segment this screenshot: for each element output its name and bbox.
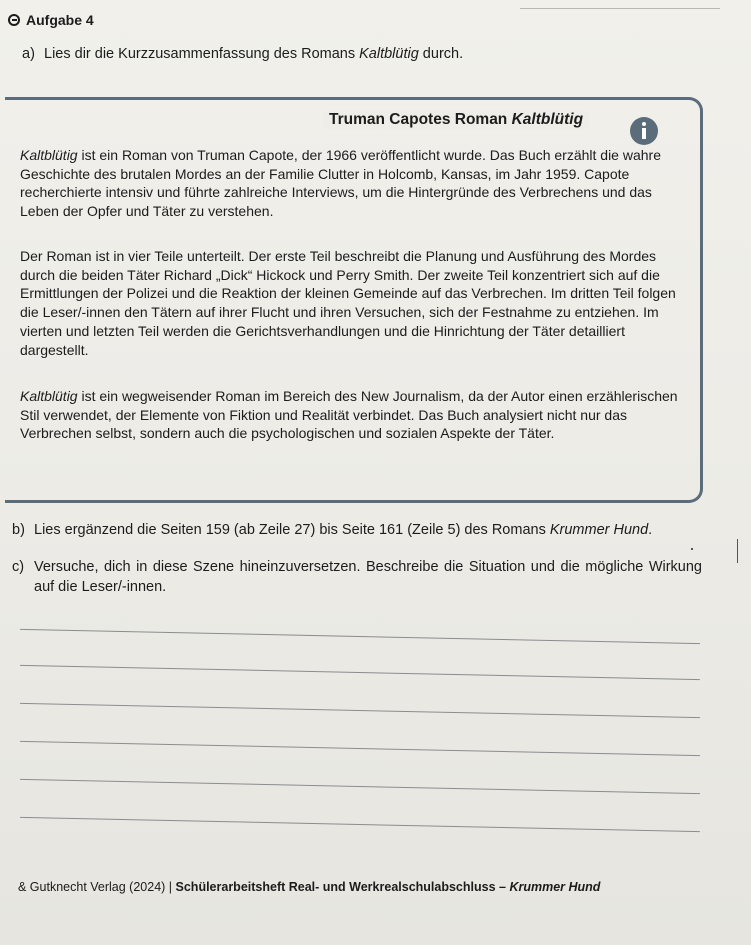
paragraph-2-text: Der Roman ist in vier Teile unterteilt. Der erste Teil beschreibt die Planung und Ausführung des Mordes durch die beiden Täter Richard „Dick“ Hickock und Perry Smith. Der zweite Teil konzentriert sich auf die Ermittlungen der Polizei und die Reaktion der kleinen Gemeinde auf das Verbrechen. Im dritten Teil folgen die Leser/-innen den Tätern auf ihrer Flucht und ihren Versuchen, sich der Festnahme zu entziehen. Im vierten und letzten Teil werden die Gerichtsverhandlungen und die Hinrichtung der Täter detailliert dargestellt. xyxy=(20,248,676,358)
question-b-letter: b) xyxy=(12,522,25,538)
question-c-letter: c) xyxy=(12,559,25,575)
page-footer xyxy=(18,880,600,894)
info-paragraph-3 xyxy=(20,387,688,443)
question-b-text-end: . xyxy=(648,522,653,538)
question-a-letter: a) xyxy=(22,46,35,62)
question-c xyxy=(12,557,702,597)
task-arrow-icon xyxy=(8,14,20,26)
question-b-text: Lies ergänzend die Seiten 159 (ab Zeile 27) bis Seite 161 (Zeile 5) des Romans xyxy=(34,522,550,538)
question-a-book-title: Kaltblütig xyxy=(359,46,419,62)
answer-line-1[interactable] xyxy=(20,629,700,644)
question-b-book-title: Krummer Hund xyxy=(549,522,649,538)
task-title: Aufgabe 4 xyxy=(26,12,94,28)
question-c-text: Versuche, dich in diese Szene hineinzuversetzen. Beschreibe die Situation und die mögliche Wirkung auf die Leser/-innen. xyxy=(34,559,702,595)
footer-series: Schülerarbeitsheft Real- und Werkrealschulabschluss – xyxy=(175,880,510,894)
answer-line-2[interactable] xyxy=(20,665,700,680)
info-box-title-text: Truman Capotes Roman xyxy=(329,111,512,128)
paragraph-1-text: ist ein Roman von Truman Capote, der 1966 veröffentlicht wurde. Das Buch erzählt die wahre Geschichte des brutalen Mordes an der Familie Clutter in Holcomb, Kansas, im Jahr 1959. Capote recherchierte intensiv und führte zahlreiche Interviews, um die Hintergründe des Verbrechens und das Leben der Opfer und Täter zu verstehen. xyxy=(20,147,661,220)
question-a-text: Lies dir die Kurzzusammenfassung des Romans xyxy=(44,46,360,62)
info-icon xyxy=(630,117,658,145)
answer-line-5[interactable] xyxy=(20,779,700,794)
answer-line-4[interactable] xyxy=(20,741,700,756)
footer-publisher: & Gutknecht Verlag (2024) | xyxy=(18,880,176,894)
footer-book-title: Krummer Hund xyxy=(509,880,601,894)
margin-dot xyxy=(691,548,693,550)
info-box-title xyxy=(323,111,589,129)
info-box-title-book: Kaltblütig xyxy=(511,111,584,128)
top-divider xyxy=(520,8,720,9)
answer-line-3[interactable] xyxy=(20,703,700,718)
paragraph-3-book-title: Kaltblütig xyxy=(20,388,78,404)
task-heading xyxy=(8,12,94,28)
margin-bracket xyxy=(737,539,742,563)
paragraph-3-text: ist ein wegweisender Roman im Bereich des New Journalism, da der Autor einen erzählerischen Stil verwendet, der Elemente von Fiktion und Realität verbindet. Das Buch analysiert nicht nur das Verbrechen selbst, sondern auch die psychologischen und sozialen Aspekte der Täter. xyxy=(20,388,678,442)
info-paragraph-2 xyxy=(20,247,688,359)
paragraph-1-book-title: Kaltblütig xyxy=(20,147,78,163)
question-a xyxy=(22,44,463,64)
question-b xyxy=(12,520,712,540)
question-a-text-end: durch. xyxy=(418,46,464,62)
info-paragraph-1 xyxy=(20,146,688,221)
answer-line-6[interactable] xyxy=(20,817,700,832)
